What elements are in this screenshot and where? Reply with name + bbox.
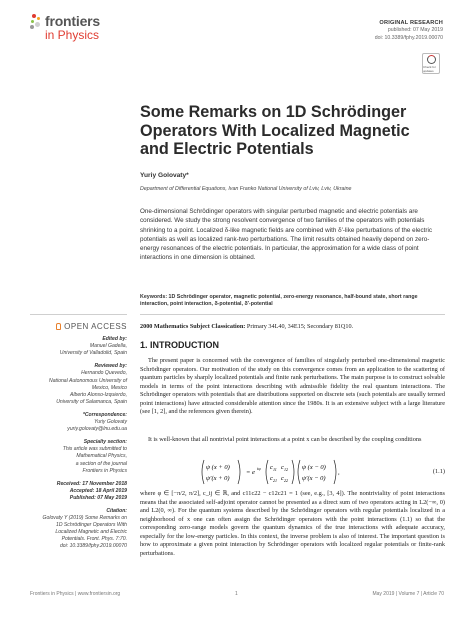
svg-text:ψ′(x − 0): ψ′(x − 0) bbox=[302, 475, 326, 482]
check-updates-label: Check for updates bbox=[423, 64, 436, 73]
edited-by-label: Edited by: bbox=[102, 336, 127, 343]
page-number: 1 bbox=[235, 591, 238, 597]
svg-text:= e: = e bbox=[246, 469, 255, 476]
received-date: Received: 17 November 2018 bbox=[56, 480, 127, 487]
divider bbox=[140, 314, 445, 315]
reviewer-affiliation: National Autonomous University of bbox=[49, 377, 127, 384]
section-heading: 1. INTRODUCTION bbox=[140, 340, 220, 350]
paragraph: The present paper is concerned with the convergence of families of singularly perturbed one-dimensional magnetic Schrödinger operators. Our motivation of the study on this convergence comes from an application to the scattering of quantum particles by sharply localized potentials and finite rank perturbations. The main purpose is to construct solvable models in terms of the point interactions describing with admissible fidelity the real quantum interactions. The Schrödinger operators with potentials that are distributions supported on discrete sets (such potentials are usually termed point interactions) have attracted considerable attention since the 1980s. It is an extensive subject with a large literature (see [1, 2], and the references given therein). bbox=[140, 357, 445, 415]
msc-classification bbox=[140, 323, 353, 330]
reviewer-name: Alberto Alonso-Izquierdo, bbox=[69, 391, 127, 398]
svg-text:22: 22 bbox=[284, 478, 288, 483]
paper-title: Some Remarks on 1D Schrödinger Operators With Localized Magnetic and Electric Potentials bbox=[140, 103, 410, 159]
open-access-badge bbox=[30, 323, 127, 330]
accepted-date: Accepted: 18 April 2019 bbox=[69, 487, 127, 494]
author-affiliation: Department of Differential Equations, Ivan Franko National University of Lviv, Lviv, Ukraine bbox=[140, 186, 352, 192]
svg-text:ψ′(x + 0): ψ′(x + 0) bbox=[206, 475, 230, 482]
citation-doi[interactable]: doi: 10.3389/fphy.2019.00070 bbox=[59, 543, 127, 550]
specialty-text: Mathematical Physics, bbox=[76, 453, 127, 460]
citation-text: Potentials. Front. Phys. 7:70. bbox=[61, 536, 127, 543]
svg-text:11: 11 bbox=[273, 467, 277, 472]
author-name[interactable]: Yuriy Golovaty* bbox=[140, 172, 189, 179]
correspondence-label: *Correspondence: bbox=[82, 411, 127, 418]
svg-text:c: c bbox=[270, 475, 273, 482]
citation-text: Localized Magnetic and Electric bbox=[55, 529, 127, 536]
frontiers-dots-icon bbox=[30, 14, 42, 36]
check-for-updates-button[interactable] bbox=[422, 53, 440, 74]
footer-issue-info: May 2019 | Volume 7 | Article 70 bbox=[372, 591, 444, 597]
abstract: One-dimensional Schrödinger operators with singular perturbed magnetic and electric potentials are considered. We study the strong resolvent convergence of two families of the operators with potentials shrinking to a point. Localized δ-like magnetic fields are combined with δ′-like perturbations of the electric potentials as well as localized rank-two perturbations. The limit results obtained heavily depend on zero-energy resonances of the electric potentials. In particular, the approximation for a wide class of point interactions in one dimension is obtained. bbox=[140, 208, 433, 262]
frontiers-logo[interactable] bbox=[30, 14, 100, 41]
equation-1-1 bbox=[200, 458, 445, 486]
svg-text:c: c bbox=[281, 475, 284, 482]
published-date: published: 07 May 2019 bbox=[387, 27, 443, 34]
specialty-text: Frontiers in Physics bbox=[82, 467, 127, 474]
svg-text:12: 12 bbox=[284, 467, 288, 472]
specialty-text: a section of the journal bbox=[75, 460, 127, 467]
editor-affiliation: University of Valladolid, Spain bbox=[59, 350, 127, 357]
citation-label: Citation: bbox=[106, 507, 127, 514]
keywords: Keywords: 1D Schrödinger operator, magnetic potential, zero-energy resonance, half-bound state, short range interaction, point interaction, δ-potential, δ′-potential bbox=[140, 294, 418, 308]
doi-link[interactable]: doi: 10.3389/fphy.2019.00070 bbox=[374, 34, 443, 41]
svg-text:,: , bbox=[338, 469, 340, 476]
article-type: ORIGINAL RESEARCH bbox=[379, 20, 443, 26]
reviewer-affiliation: Mexico, Mexico bbox=[91, 384, 127, 391]
editor-name: Manuel Gadella, bbox=[89, 343, 127, 350]
equation-number: (1.1) bbox=[432, 468, 445, 475]
coupling-conditions-equation bbox=[200, 458, 390, 486]
specialty-section-label: Specialty section: bbox=[83, 439, 127, 446]
svg-text:ψ (x − 0): ψ (x − 0) bbox=[302, 464, 326, 471]
refresh-icon bbox=[427, 55, 436, 64]
correspondence-email[interactable]: yuriy.golovaty@lnu.edu.ua bbox=[67, 426, 127, 433]
msc-label: 2000 Mathematics Subject Classication: bbox=[140, 323, 246, 330]
citation-text: Golovaty Y (2019) Some Remarks on bbox=[42, 515, 127, 522]
article-meta bbox=[375, 19, 443, 42]
svg-text:c: c bbox=[281, 464, 284, 471]
svg-text:ψ (x + 0): ψ (x + 0) bbox=[206, 464, 230, 471]
divider bbox=[30, 314, 127, 315]
paragraph: It is well-known that all nontrivial point interactions at a point x can be described by the coupling conditions bbox=[148, 436, 422, 443]
journal-name: in Physics bbox=[45, 28, 100, 42]
reviewer-affiliation: University of Salamanca, Spain bbox=[56, 398, 127, 405]
svg-text:c: c bbox=[270, 464, 273, 471]
reviewed-by-label: Reviewed by: bbox=[94, 363, 127, 370]
specialty-text: This article was submitted to bbox=[62, 446, 127, 453]
open-access-label: OPEN ACCESS bbox=[64, 322, 127, 331]
msc-value: Primary 34L40, 34E15; Secondary 81Q10. bbox=[245, 323, 354, 330]
paragraph: where φ ∈ [−π/2, π/2], c_ij ∈ ℝ, and c11c22 − c12c21 = 1 (see, e.g., [3, 4]). The nontriviality of point interactions means that the associated self-adjoint operator cannot be presented as a direct sum of two operators acting in L2(−∞, 0) and L2(0, ∞). For the quantum systems described by the Schrödinger operators with regular potentials localized in a neighborhood of x one can often assign the Schrödinger operators with the point interactions (1.1) so that the corresponding zero-range models govern the quantum dynamics of the true interactions with adequate accuracy, especially for the low-energy particles. In this context, the inverse problem is also of interest. The important question is how to approximate a given point interaction by Schrödinger operators with localized regular potentials or finite-rank perturbations. bbox=[140, 490, 445, 557]
published-date: Published: 07 May 2019 bbox=[69, 494, 127, 501]
footer-journal-link[interactable]: Frontiers in Physics | www.frontiersin.org bbox=[30, 591, 121, 597]
svg-text:21: 21 bbox=[273, 478, 277, 483]
open-lock-icon bbox=[56, 323, 61, 330]
reviewer-name: Hernando Quevedo, bbox=[81, 370, 127, 377]
brand-name: frontiers bbox=[45, 13, 100, 29]
correspondence-name: Yuriy Golovaty bbox=[94, 419, 127, 426]
svg-text:iφ: iφ bbox=[257, 466, 261, 471]
article-info-sidebar bbox=[30, 323, 127, 551]
citation-text: 1D Schrödinger Operators With bbox=[55, 522, 127, 529]
